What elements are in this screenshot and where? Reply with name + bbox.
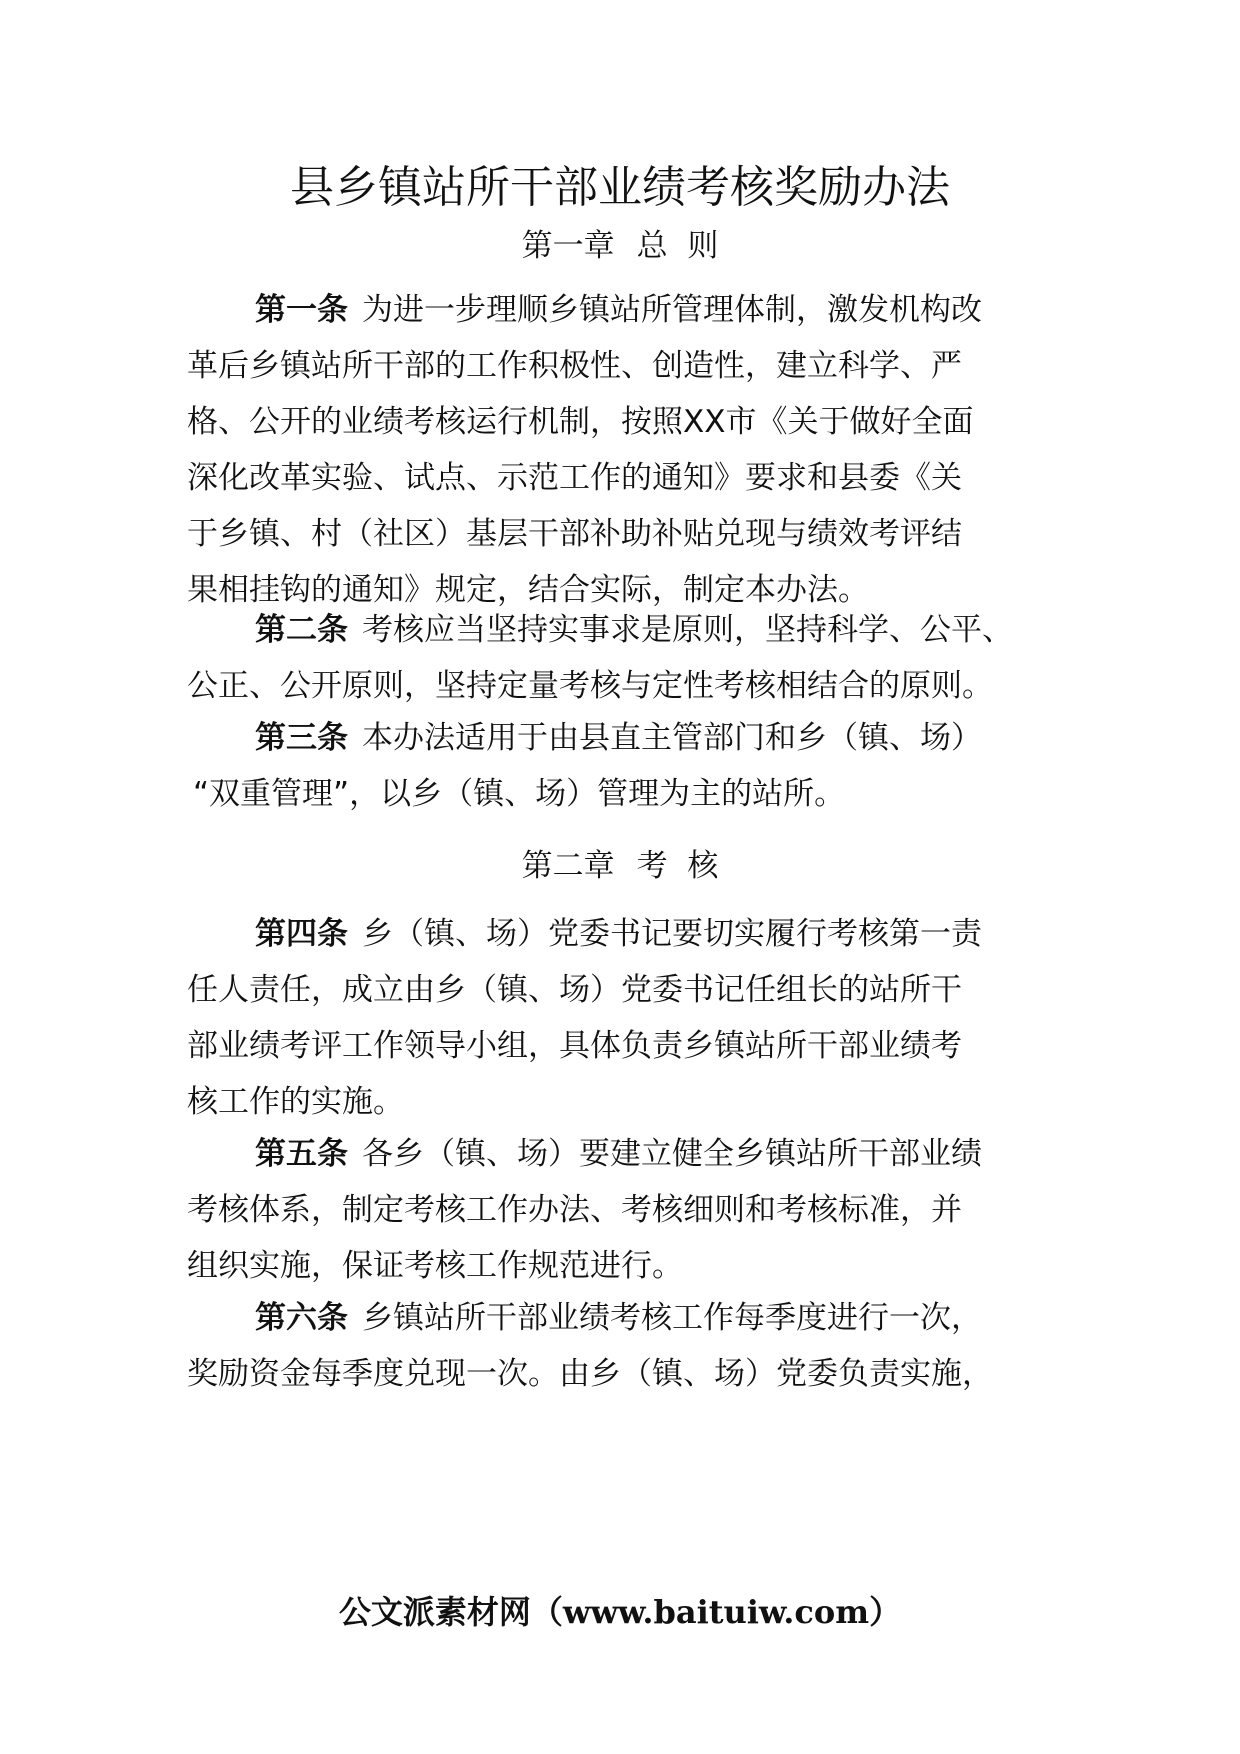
document-title: 县乡镇站所干部业绩考核奖励办法 [290,162,950,213]
article-5 [187,1126,1087,1294]
article-text: 组织实施，保证考核工作规范进行。 [187,1248,683,1284]
article-lead: 第二条 [255,612,348,648]
chapter-heading [0,226,1240,266]
article-text: 考核应当坚持实事求是原则，坚持科学、公平、 [362,612,1013,648]
chapter-number: 第二章 [521,848,615,884]
article-text: “双重管理”，以乡（镇、场）管理为主的站所。 [193,776,846,812]
article-1 [187,282,1087,618]
article-lead: 第六条 [255,1300,348,1336]
article-text: 乡镇站所干部业绩考核工作每季度进行一次， [362,1300,982,1336]
article-lead: 第四条 [255,916,348,952]
article-text: 于乡镇、村（社区）基层干部补助补贴兑现与绩效考评结 [187,516,962,552]
article-4 [187,906,1087,1130]
article-text: 各乡（镇、场）要建立健全乡镇站所干部业绩 [362,1136,982,1172]
article-text: 考核体系，制定考核工作办法、考核细则和考核标准，并 [187,1192,962,1228]
article-6 [187,1290,1087,1402]
article-text: 格、公开的业绩考核运行机制，按照XX市《关于做好全面 [187,404,974,440]
article-text: 为进一步理顺乡镇站所管理体制，激发机构改 [362,292,982,328]
footer-watermark-text: 公文派素材网（www.baituiw.com） [338,1593,902,1631]
article-lead: 第三条 [255,720,348,756]
article-text: 奖励资金每季度兑现一次。由乡（镇、场）党委负责实施， [187,1356,993,1392]
article-text: 乡（镇、场）党委书记要切实履行考核第一责 [362,916,982,952]
chapter-number: 第一章 [521,228,615,264]
chapter-name: 总 则 [636,228,719,264]
chapter-name: 考 核 [636,848,719,884]
article-lead: 第五条 [255,1136,348,1172]
article-text: 深化改革实验、试点、示范工作的通知》要求和县委《关 [187,460,962,496]
chapter-heading [0,846,1240,886]
article-3 [187,710,1087,822]
article-text: 革后乡镇站所干部的工作积极性、创造性，建立科学、严 [187,348,962,384]
article-text: 本办法适用于由县直主管部门和乡（镇、场） [362,720,982,756]
article-text: 任人责任，成立由乡（镇、场）党委书记任组长的站所干 [187,972,962,1008]
article-2 [187,602,1087,714]
article-text: 部业绩考评工作领导小组，具体负责乡镇站所干部业绩考 [187,1028,962,1064]
article-text: 公正、公开原则，坚持定量考核与定性考核相结合的原则。 [187,668,993,704]
article-lead: 第一条 [255,292,348,328]
article-text: 核工作的实施。 [187,1084,404,1120]
article-text: 果相挂钩的通知》规定，结合实际，制定本办法。 [187,572,869,608]
